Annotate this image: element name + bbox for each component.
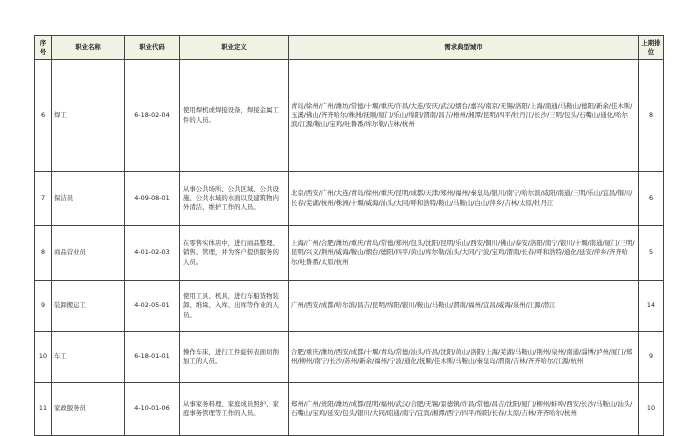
cell-cities: 青岛/徐州/广州/潍坊/常德/十堰/重庆/许昌/大连/安庆/武汉/烟台/嘉兴/南京/无锡/洛阳/上海/南通/马鞍山/德阳/新余/佳木斯/玉溪/佛山/齐齐哈尔/株洲/抚顺/厦门/乐山/绵阳/渭南/昌吉/梧州/湘潭/昆明/四平/牡丹江/长沙/三明/包头/石嘴山/通化/哈尔滨/江源/鞍山/宝鸡/吐鲁番/库尔勒/吉林/杭州 (289, 60, 639, 172)
cell-seq: 7 (35, 172, 52, 226)
table-row (35, 332, 664, 383)
cell-prev-rank: 5 (639, 226, 664, 281)
cell-name: 保洁员 (52, 172, 125, 226)
table-row (35, 60, 664, 172)
cell-name: 车工 (52, 332, 125, 383)
cell-seq: 8 (35, 226, 52, 281)
cell-prev-rank: 8 (639, 60, 664, 172)
header-seq: 序号 (35, 36, 52, 60)
cell-definition: 在零售实体店中，进行商品整理、销售、管理，并为客户提供服务的人员。 (180, 226, 289, 281)
cell-code: 4-02-05-01 (125, 281, 180, 332)
cell-cities: 北京/西安/广州/大连/青岛/徐州/重庆/昆明/成都/天津/郑州/福州/秦皇岛/银川/南宁/哈尔滨/咸阳/南通/三明/乐山/宜昌/铜川/长春/芜湖/杭州/株洲/十堰/威海/汕头/大同/呼和浩特/鞍山/马鞍山/白山/萍乡/吉林/太原/牡丹江 (289, 172, 639, 226)
cell-prev-rank: 9 (639, 332, 664, 383)
cell-definition: 从事家务料理、家庭成员照护、家庭事务管理等工作的人员。 (180, 383, 289, 436)
header-definition: 职业定义 (180, 36, 289, 60)
cell-cities: 合肥/重庆/潍坊/西安/成都/十堰/青岛/常德/汕头/许昌/沈阳/黄山/洛阳/上海/芜湖/马鞍山/荆州/泉州/南通/淄博/泸州/厦门/郑州/柳州/南宁/长沙/苏州/新余/福州/宁波/通化/抚顺/佳木斯/马鞍山/秦皇岛/渭南/吉林/齐齐哈尔/江源/杭州 (289, 332, 639, 383)
table-row (35, 281, 664, 332)
cell-code: 6-18-01-01 (125, 332, 180, 383)
header-name: 职业名称 (52, 36, 125, 60)
header-cities: 需求典型城市 (289, 36, 639, 60)
cell-definition: 使用工具、机具，进行车船货物装卸、堆垛、入库、出库等作业的人员。 (180, 281, 289, 332)
cell-name: 家政服务员 (52, 383, 125, 436)
cell-name: 商品营业员 (52, 226, 125, 281)
cell-code: 6-18-02-04 (125, 60, 180, 172)
header-prev-rank: 上期排位 (639, 36, 664, 60)
table-row (35, 172, 664, 226)
cell-code: 4-01-02-03 (125, 226, 180, 281)
cell-name: 装卸搬运工 (52, 281, 125, 332)
header-code: 职业代码 (125, 36, 180, 60)
cell-cities: 上海/广州/合肥/潍坊/重庆/青岛/常德/郑州/包头/沈阳/昆明/乐山/西安/铜川/佛山/泰安/洛阳/南宁/银川/十堰/南通/厦门/三明/昆明/兴义/荆州/威海/鞍山/烟台/德阳/四平/黄山/库尔勒/汕头/大同/宁波/宝鸡/渭南/长春/呼和浩特/通化/延安/萍乡/齐齐哈尔/吐鲁番/太原/杭州 (289, 226, 639, 281)
cell-cities: 广州/西安/成都/哈尔滨/昌吉/昆明/绵阳/银川/鞍山/马鞍山/渭南/福州/宜昌/威海/泉州/江源/潜江 (289, 281, 639, 332)
cell-definition: 使用焊机或焊接设备，焊接金属工件的人员。 (180, 60, 289, 172)
cell-cities: 郑州/广州/贵阳/潍坊/成都/昆明/福州/武汉/合肥/无锡/景德镇/许昌/常德/昌吉/沈阳/厦门/柳州/蚌埠/西安/长沙/马鞍山/汕头/石嘴山/宝鸡/延安/包头/银川/大同/昭通/南宁/宜宾/湘潭/西宁/四平/绵阳/长春/太原/吉林/齐齐哈尔/杭州 (289, 383, 639, 436)
cell-seq: 6 (35, 60, 52, 172)
cell-prev-rank: 14 (639, 281, 664, 332)
cell-name: 焊工 (52, 60, 125, 172)
table-row (35, 226, 664, 281)
table-header-row (35, 36, 664, 60)
cell-definition: 从事公共场所、公共区域、公共设施、公共水域的水面以及建筑物内外清洁、维护工作的人员。 (180, 172, 289, 226)
cell-seq: 11 (35, 383, 52, 436)
cell-seq: 9 (35, 281, 52, 332)
cell-code: 4-10-01-06 (125, 383, 180, 436)
occupation-demand-table (34, 35, 664, 436)
cell-seq: 10 (35, 332, 52, 383)
cell-code: 4-09-08-01 (125, 172, 180, 226)
cell-prev-rank: 6 (639, 172, 664, 226)
table-row (35, 383, 664, 436)
cell-prev-rank: 10 (639, 383, 664, 436)
cell-definition: 操作车床，进行工件旋转表面切削加工的人员。 (180, 332, 289, 383)
